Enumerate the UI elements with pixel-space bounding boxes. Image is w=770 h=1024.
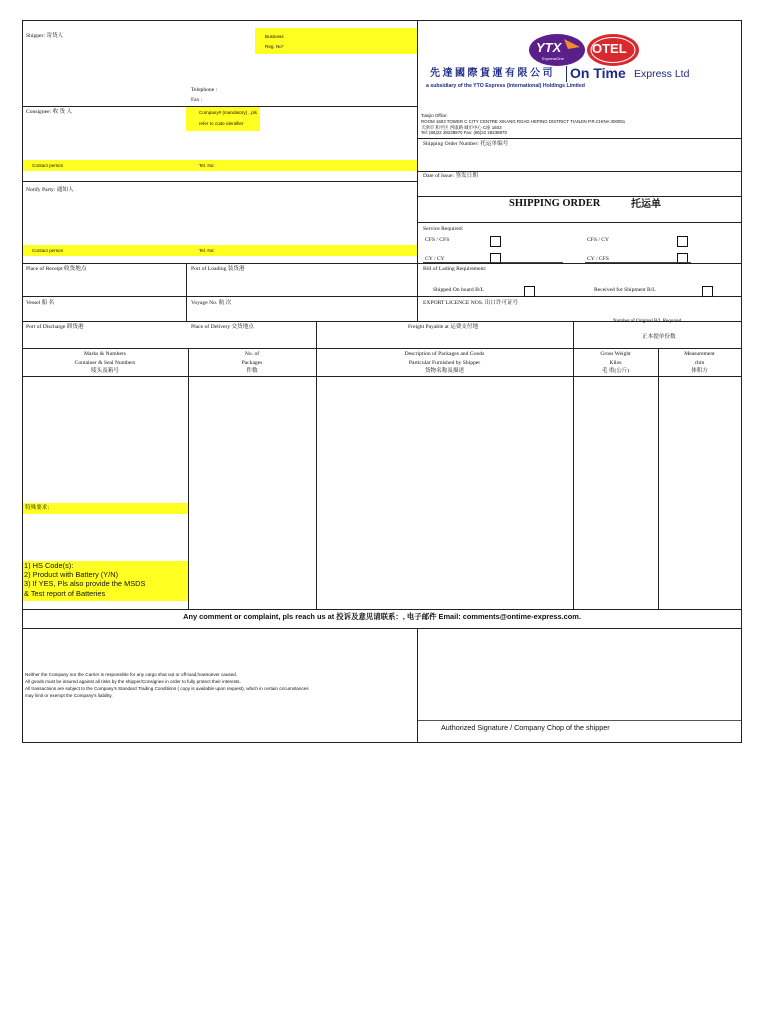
service-cfs-cfs-label: CFS / CFS xyxy=(425,237,450,243)
line-consignee-top xyxy=(22,106,418,107)
weight-header-3: 毛 重(公斤) xyxy=(601,368,630,374)
line-headers-bottom xyxy=(22,376,742,377)
service-underline-1 xyxy=(423,262,563,263)
title-cn: 托运单 xyxy=(631,199,661,210)
desc-header-1: Description of Packages and Goods xyxy=(404,351,485,357)
fax-label: Fax : xyxy=(191,97,203,103)
line-comment-bottom xyxy=(22,628,742,629)
service-cy-cy-label: CY / CY xyxy=(425,256,445,262)
weight-header-1: Gross Weight xyxy=(600,351,631,357)
ytx-logo xyxy=(528,33,586,67)
service-underline-2 xyxy=(585,262,691,263)
line-date-top xyxy=(418,171,742,172)
signature-label: Authorized Signature / Company Chop of the shipper xyxy=(441,723,610,732)
border-bottom xyxy=(22,742,742,743)
consignee-tel-label: Tel. No: xyxy=(199,163,215,168)
business-reg-highlight xyxy=(255,28,417,54)
office-address: ROOM 1603 TOWER C CITY CENTRE XIKANG ROAD HEPING DISTRICT TIANJIN P.R.CHINA 300051 xyxy=(421,119,626,124)
shipped-on-board-label: Shipped On board B/L xyxy=(433,287,484,293)
received-for-shipment-label: Received for Shipment B/L xyxy=(594,287,656,293)
ytx-logo-sub: ExpressOne xyxy=(542,56,565,61)
original-bl-cn-label: 正本提单份数 xyxy=(642,334,676,340)
border-right xyxy=(741,20,742,743)
meas-header-2: cbm xyxy=(694,360,705,366)
freight-payable-label: Freight Payable at 运费支付地 xyxy=(408,324,479,330)
battery-test-label: & Test report of Batteries xyxy=(24,589,106,598)
marks-header-2: Container & Seal Numbers xyxy=(74,360,136,366)
shipping-order-number: Shipping Order Number: 托运单编号 xyxy=(423,141,509,147)
service-cfs-cy-label: CFS / CY xyxy=(587,237,610,243)
desc-header-2: Particular Furnished by Shipper xyxy=(408,360,481,366)
weight-header-2: Kilos xyxy=(609,360,622,366)
line-so-top xyxy=(418,138,742,139)
line-receipt-divider xyxy=(186,263,187,322)
export-licence-label: EXPORT LICENCE NOS. 出口许可证号 xyxy=(423,300,519,306)
col-pkgs-left xyxy=(188,348,189,610)
border-top xyxy=(22,20,742,21)
company-en-name-bold: On Time xyxy=(570,65,626,81)
refer-code-label: refer to code identifier xyxy=(199,121,244,126)
col-meas-left xyxy=(658,348,659,610)
service-cfs-cfs-checkbox[interactable] xyxy=(490,236,501,247)
line-comment-top xyxy=(22,609,742,610)
line-headers-top xyxy=(22,348,742,349)
company-en-name-rest: Express Ltd xyxy=(634,68,690,80)
special-requirement-label: 特殊要求： xyxy=(25,505,53,511)
company-id-label: Company# (mandatory) , pls xyxy=(199,110,257,115)
service-label: Service Required: xyxy=(423,226,464,232)
consignee-label: Consignee: 收 货 人 xyxy=(26,109,73,115)
line-service-top xyxy=(418,222,742,223)
ytx-logo-text: YTX xyxy=(536,40,562,55)
line-title-top xyxy=(418,196,742,197)
notify-label: Notify Party: 通知人 xyxy=(26,187,74,193)
date-of-issue: Date of Issue: 签发日期 xyxy=(423,173,478,179)
msds-label: 3) If YES, Pls also provide the MSDS xyxy=(24,579,146,588)
divider-mid-lower xyxy=(417,628,418,743)
hs-code-label: 1) HS Code(s): xyxy=(24,561,74,570)
port-of-discharge-label: Port of Discharge 卸货港 xyxy=(26,324,84,330)
original-bl-label: Number of Original B/L Required xyxy=(613,319,682,324)
pkgs-header-3: 件数 xyxy=(246,368,258,374)
vessel-label: Vessel 船 名 xyxy=(26,300,55,306)
consignee-contact-label: Contact person xyxy=(32,163,64,168)
office-address-cn: 天津市 和平区 西康路 城市中心 C座 1603 xyxy=(421,125,502,130)
voyage-label: Voyage No. 航 次 xyxy=(191,300,232,306)
pkgs-header-1: No. of xyxy=(244,351,260,357)
consignee-contact-highlight xyxy=(23,160,417,171)
line-notify-top xyxy=(22,181,418,182)
marks-header-3: 唛头及箱号 xyxy=(91,368,119,374)
company-name-divider xyxy=(566,66,567,82)
shipper-label: Shipper: 寄货人 xyxy=(26,33,64,39)
desc-header-3: 货物名称及描述 xyxy=(424,368,465,374)
title-en: SHIPPING ORDER xyxy=(509,198,601,209)
disclaimer-line-4: may limit or exempt the Company's liability. xyxy=(25,693,113,698)
notify-contact-label: Contact person xyxy=(32,248,64,253)
business-reg-label-2: Reg. No* xyxy=(265,44,284,49)
otel-logo xyxy=(586,33,640,67)
battery-label: 2) Product with Battery (Y/N) xyxy=(24,570,119,579)
telephone-label: Telephone : xyxy=(191,87,218,93)
marks-header-1: Marks & Numbers xyxy=(84,351,126,357)
meas-header-1: Measurement xyxy=(684,351,715,357)
signature-line xyxy=(418,720,741,721)
service-cy-cfs-label: CY / CFS xyxy=(587,256,609,262)
meas-header-3: 体积方 xyxy=(691,368,708,374)
notify-contact-highlight xyxy=(23,245,417,256)
otel-logo-text: OTEL xyxy=(592,41,627,56)
disclaimer-line-1: Neither the Company nor the Carrier is responsible for any cargo shut out or off-load,howsoever caused. xyxy=(25,672,238,677)
place-of-receipt-label: Place of Receipt 收货地点 xyxy=(26,266,87,272)
line-receipt-top xyxy=(22,263,742,264)
border-left xyxy=(22,20,23,743)
service-cfs-cy-checkbox[interactable] xyxy=(677,236,688,247)
place-of-delivery-label: Place of Delivery 交货地点 xyxy=(191,324,254,330)
notify-tel-label: Tel. No: xyxy=(199,248,215,253)
company-tagline: a subsidiary of the YTO Express (International) Holdings Limited xyxy=(426,83,585,89)
pkgs-header-2: Packages xyxy=(241,360,263,366)
bl-requirement-label: Bill of Lading Requirement: xyxy=(423,266,487,272)
business-reg-label-1: Business xyxy=(265,34,284,39)
office-title: Tianjin Office: xyxy=(421,113,448,118)
shipped-on-board-checkbox[interactable] xyxy=(524,286,535,297)
disclaimer-line-2: All goods must be insured against all risks by the shipper/Consignee in order to fully protect their interests. xyxy=(25,679,241,684)
disclaimer-line-3: All transactions are subject to the Company's Standard Trading Conditions ( copy is available upon request), which in certain circumstances xyxy=(25,686,309,691)
received-for-shipment-checkbox[interactable] xyxy=(702,286,713,297)
company-cn-name: 先 達 國 際 貨 運 有 限 公 司 xyxy=(430,68,553,79)
port-of-loading-label: Port of Loading 装货港 xyxy=(191,266,245,272)
comment-line: Any comment or complaint, pls reach us at 投诉及意见请联系：, 电子邮件 Email: comments@ontime-express.com. xyxy=(183,612,581,621)
line-vessel-top xyxy=(22,296,742,297)
office-tel-fax: Tel: (86)22 28238970 Fax: (86)22 28238970 xyxy=(421,130,507,135)
